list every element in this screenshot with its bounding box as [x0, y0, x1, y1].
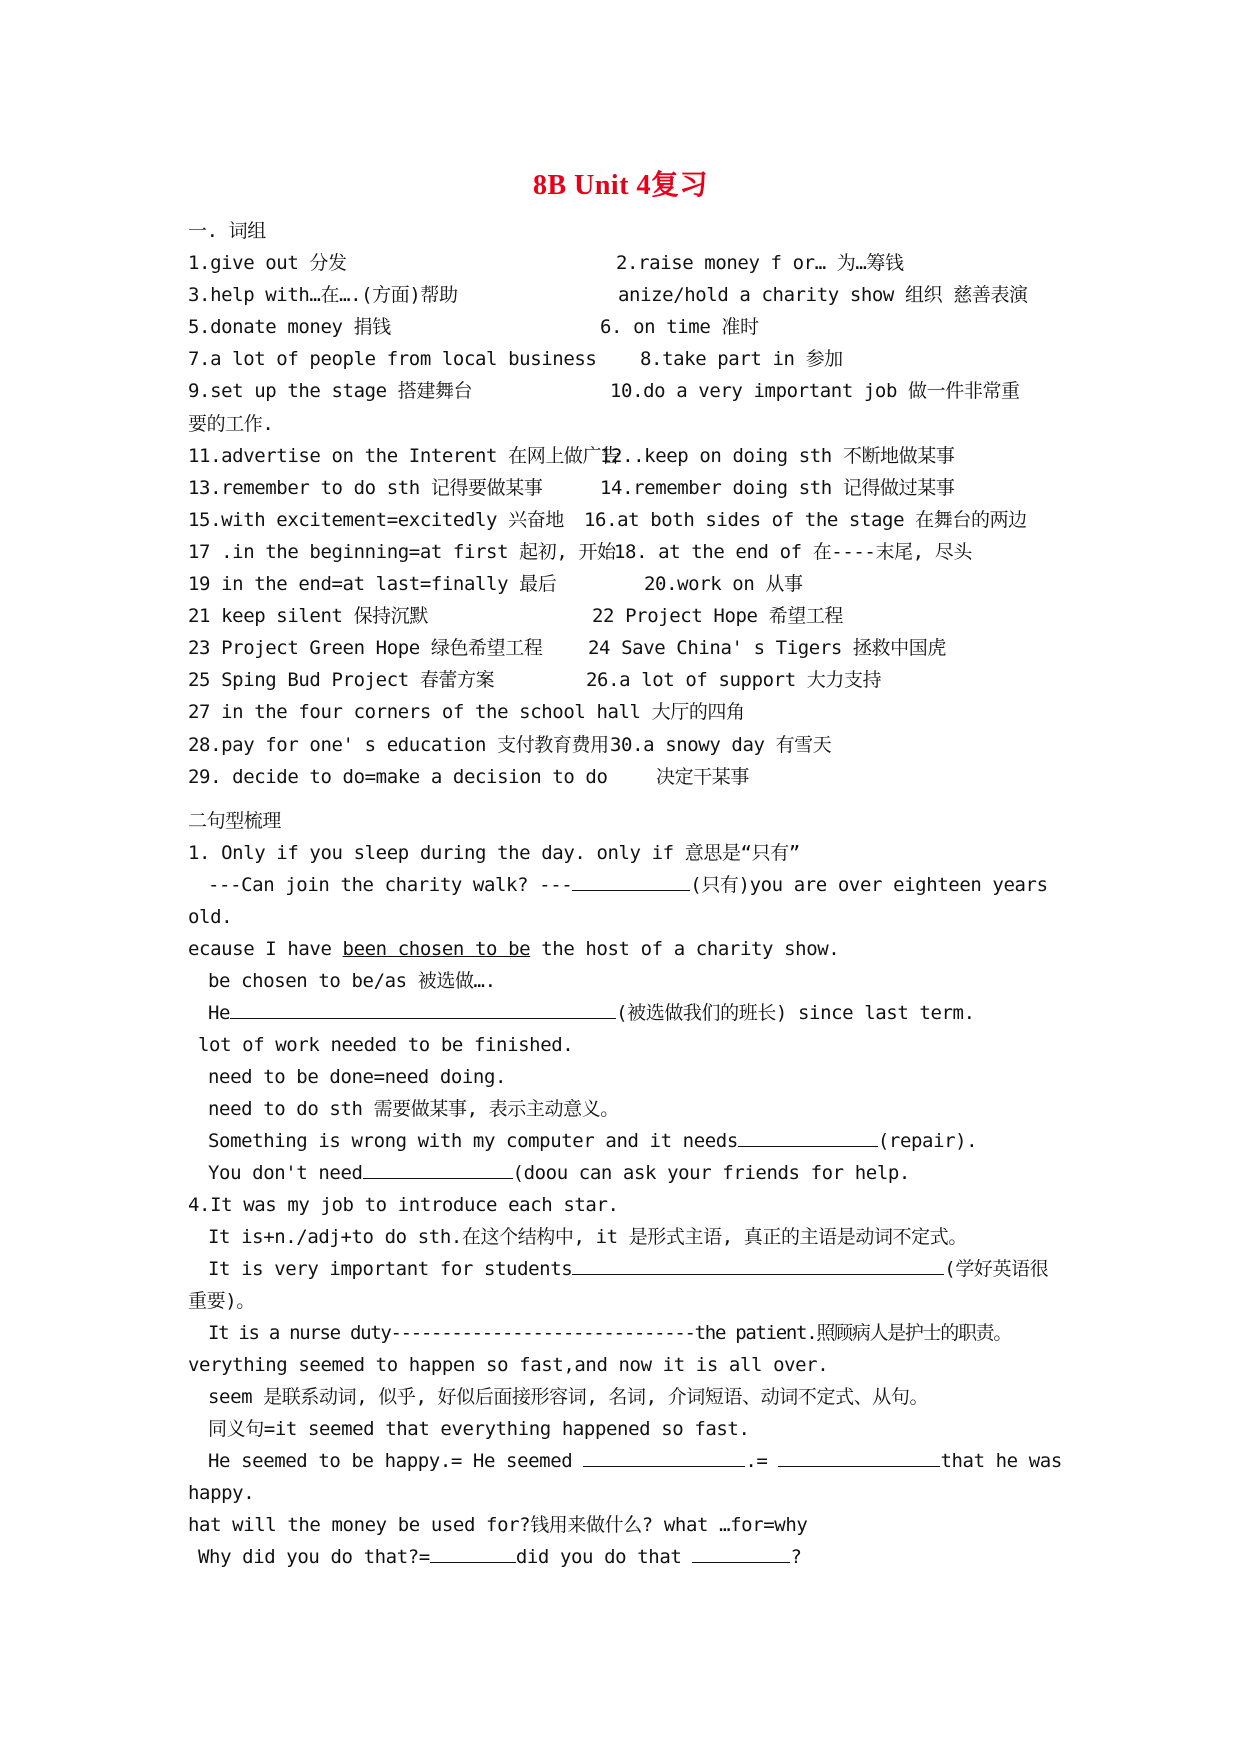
phrase-row	[188, 280, 1028, 310]
phrase-right: 6. on time 准时	[600, 316, 759, 338]
phrase-right: 24 Save China' s Tigers 拯救中国虎	[588, 637, 946, 659]
fill-blank[interactable]	[583, 1446, 745, 1467]
sentence-3-line-1: lot of work needed to be finished.	[198, 1034, 574, 1056]
text: He	[208, 1002, 231, 1024]
fill-blank[interactable]	[363, 1158, 513, 1179]
fill-blank[interactable]	[430, 1542, 516, 1563]
sentence-3-line-2: need to be done=need doing.	[208, 1066, 507, 1088]
text: ecause I have	[188, 938, 343, 960]
text: that he was	[940, 1450, 1062, 1472]
phrase-row	[188, 633, 946, 663]
fill-blank[interactable]	[572, 1254, 944, 1275]
sentence-2-line-1	[188, 934, 839, 964]
phrase-row	[188, 312, 759, 342]
phrase-left: 19 in the end=at last=finally 最后	[188, 573, 557, 595]
fill-blank[interactable]	[738, 1126, 878, 1147]
phrase-left: 3.help with…在….(方面)帮助	[188, 284, 458, 306]
sentence-5-line-3: 同义句=it seemed that everything happened so fast.	[208, 1418, 750, 1440]
phrase-row	[188, 730, 832, 760]
phrase-right: 10.do a very important job 做一件非常重	[610, 380, 1020, 402]
phrase-row	[188, 665, 882, 695]
text: Something is wrong with my computer and it needs	[208, 1130, 738, 1152]
fill-blank[interactable]	[572, 870, 690, 891]
underlined-phrase: been chosen to be	[342, 938, 531, 960]
section-heading-phrases: 一. 词组	[188, 220, 266, 242]
text: He seemed to be happy.= He seemed	[208, 1450, 584, 1472]
phrase-row	[188, 697, 745, 727]
phrase-row	[188, 601, 844, 631]
fill-blank[interactable]	[230, 998, 616, 1019]
sentence-4-line-3	[208, 1254, 1048, 1284]
phrase-row	[188, 248, 904, 278]
phrase-row	[188, 409, 273, 439]
sentence-4-line-4: 重要)。	[188, 1290, 255, 1312]
phrase-left: 9.set up the stage 搭建舞台	[188, 380, 473, 402]
phrase-row	[188, 762, 750, 792]
sentence-1-line-2	[208, 870, 1048, 900]
sentence-6-line-1: hat will the money be used for?钱用来做什么? what …for=why	[188, 1514, 808, 1536]
sentence-1-line-3: old.	[188, 906, 233, 928]
sentence-5-line-1: verything seemed to happen so fast,and now it is all over.	[188, 1354, 829, 1376]
phrase-left: 11.advertise on the Interent 在网上做广告	[188, 445, 620, 467]
sentence-3-line-4	[208, 1126, 977, 1156]
phrase-right: 2.raise money f or… 为…筹钱	[616, 252, 904, 274]
phrase-right: 8.take part in 参加	[640, 348, 843, 370]
phrase-left: 7.a lot of people from local business	[188, 348, 597, 370]
text: ?	[790, 1546, 802, 1568]
phrase-right: 20.work on 从事	[644, 573, 803, 595]
phrase-row	[188, 505, 1027, 535]
fill-blank[interactable]	[692, 1542, 790, 1563]
phrase-left: 13.remember to do sth 记得要做某事	[188, 477, 543, 499]
phrase-left: 27 in the four corners of the school hall 大厅的四角	[188, 701, 745, 723]
section-heading-sentences: 二句型梳理	[188, 810, 282, 832]
sentence-2-line-2: be chosen to be/as 被选做….	[208, 970, 496, 992]
phrase-right: 16.at both sides of the stage 在舞台的两边	[584, 509, 1027, 531]
phrase-row	[188, 376, 1020, 406]
phrase-row	[188, 441, 955, 471]
phrase-row	[188, 473, 955, 503]
text: (学好英语很	[944, 1258, 1049, 1280]
phrase-left: 要的工作.	[188, 413, 274, 435]
fill-blank[interactable]	[778, 1446, 940, 1467]
sentence-5-line-5: happy.	[188, 1482, 255, 1504]
phrase-left: 29. decide to do=make a decision to do	[188, 766, 608, 788]
text: (repair).	[877, 1130, 978, 1152]
page-title: 8B Unit 4复习	[532, 170, 709, 201]
phrase-left: 21 keep silent 保持沉默	[188, 605, 428, 627]
text: ---Can join the charity walk? ---	[208, 874, 573, 896]
text: (只有)you are over eighteen years	[690, 874, 1048, 896]
phrase-left: 5.donate money 捐钱	[188, 316, 391, 338]
phrase-right: 12..keep on doing sth 不断地做某事	[600, 445, 955, 467]
sentence-3-line-3: need to do sth 需要做某事, 表示主动意义。	[208, 1098, 619, 1120]
phrase-row	[188, 344, 843, 374]
phrase-right: 26.a lot of support 大力支持	[586, 669, 882, 691]
phrase-right: 决定干某事	[656, 766, 750, 788]
phrase-right: 18. at the end of 在----末尾, 尽头	[614, 541, 972, 563]
phrase-row	[188, 537, 972, 567]
phrase-right: anize/hold a charity show 组织 慈善表演	[618, 284, 1028, 306]
sentence-5-line-2: seem 是联系动词, 似乎, 好似后面接形容词, 名词, 介词短语、动词不定式、从句。	[208, 1386, 929, 1408]
text: .=	[745, 1450, 779, 1472]
sentence-4-line-5: It is a nurse duty------------------------------the patient.照顾病人是护士的职责。	[208, 1322, 1012, 1344]
text: did you do that	[515, 1546, 693, 1568]
text: (doou can ask your friends for help.	[512, 1162, 910, 1184]
phrase-left: 23 Project Green Hope 绿色希望工程	[188, 637, 543, 659]
sentence-1-line-1: 1. Only if you sleep during the day. only if 意思是“只有”	[188, 842, 800, 864]
phrase-right: 22 Project Hope 希望工程	[592, 605, 844, 627]
sentence-4-line-2: It is+n./adj+to do sth.在这个结构中, it 是形式主语, 真正的主语是动词不定式。	[208, 1226, 967, 1248]
text: You don't need	[208, 1162, 363, 1184]
phrase-right: 30.a snowy day 有雪天	[610, 734, 832, 756]
phrase-left: 1.give out 分发	[188, 252, 347, 274]
text: (被选做我们的班长) since last term.	[616, 1002, 975, 1024]
sentence-2-line-3	[208, 998, 975, 1028]
phrase-left: 25 Sping Bud Project 春蕾方案	[188, 669, 495, 691]
text: Why did you do that?=	[198, 1546, 430, 1568]
sentence-4-line-1: 4.It was my job to introduce each star.	[188, 1194, 619, 1216]
phrase-left: 15.with excitement=excitedly 兴奋地	[188, 509, 564, 531]
text: It is very important for students	[208, 1258, 573, 1280]
phrase-left: 28.pay for one' s education 支付教育费用	[188, 734, 609, 756]
sentence-3-line-5	[208, 1158, 910, 1188]
phrase-left: 17 .in the beginning=at first 起初, 开始	[188, 541, 616, 563]
phrase-row	[188, 569, 803, 599]
sentence-6-line-2	[198, 1542, 802, 1572]
sentence-5-line-4	[208, 1446, 1062, 1476]
text: the host of a charity show.	[530, 938, 840, 960]
phrase-right: 14.remember doing sth 记得做过某事	[600, 477, 955, 499]
